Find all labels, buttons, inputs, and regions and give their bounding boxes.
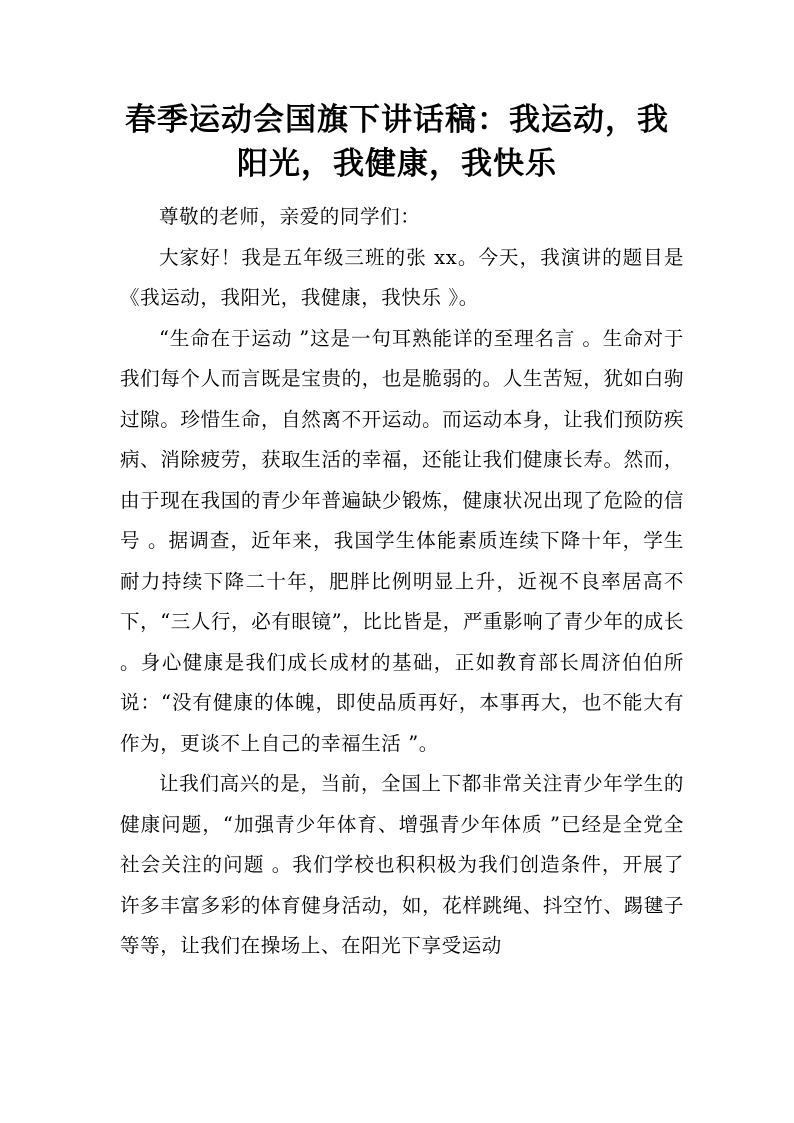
document-body [120,197,684,967]
document-title: 春季运动会国旗下讲话稿：我运动，我阳光，我健康，我快乐 [125,102,669,182]
intro-paragraph: 大家好！我是五年级三班的张 xx。今天，我演讲的题目是《我运动，我阳光，我健康，我快乐 》。 [120,245,684,309]
salutation-paragraph: 尊敬的老师，亲爱的同学们： [159,205,421,228]
body-paragraph-health: “生命在于运动 ”这是一句耳熟能详的至理名言 。生命对于我们每个人而言既是宝贵的，也是脆弱的。人生苦短，犹如白驹过隙。珍惜生命，自然离不开运动。而运动本身，让我们预防疾病、消除疲劳，获取生活的幸福，还能让我们健康长寿。然而，由于现在我国的青少年普遍缺少锻炼，健康状况出现了危险的信号 。据调查，近年来，我国学生体能素质连续下降十年，学生耐力持续下降二十年，肥胖比例明显上升，近视不良率居高不下，“三人行，必有眼镜”，比比皆是，严重影响了青少年的成长 。身心健康是我们成长成材的基础，正如教育部长周济伯伯所说：“没有健康的体魄，即使品质再好，本事再大，也不能大有作为，更谈不上自己的幸福生活 ”。 [120,326,684,755]
body-paragraph-school: 让我们高兴的是，当前，全国上下都非常关注青少年学生的健康问题，“加强青少年体育、增强青少年体质 ”已经是全党全社会关注的问题 。我们学校也积积极为我们创造条件，开展了许多丰富多彩的体育健身活动，如，花样跳绳、抖空竹、踢毽子等等，让我们在操场上、在阳光下享受运动 [120,772,684,957]
